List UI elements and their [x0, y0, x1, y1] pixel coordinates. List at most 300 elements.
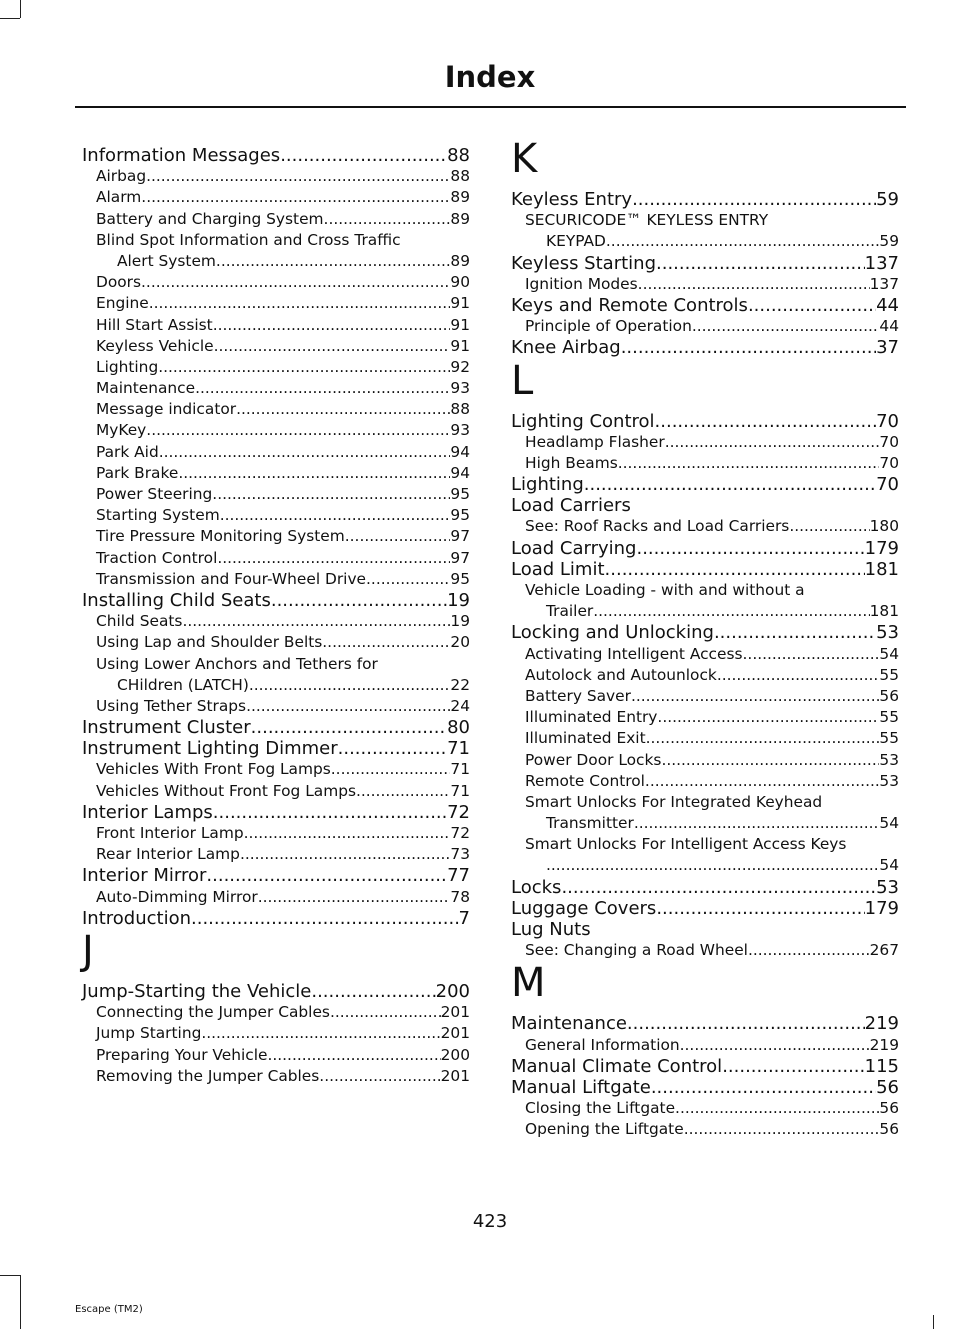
index-entry[interactable] — [511, 559, 899, 580]
crop-mark — [20, 1275, 21, 1329]
index-subentry[interactable] — [82, 187, 470, 208]
entry-page-number: 201 — [440, 1003, 470, 1022]
crop-mark — [0, 18, 20, 19]
entry-page-number: 54 — [879, 644, 899, 663]
index-subentry[interactable] — [82, 315, 470, 336]
entry-page-number: 73 — [450, 845, 470, 864]
dot-leader — [159, 442, 451, 463]
entry-label: Auto-Dimming Mirror — [96, 887, 258, 906]
entry-page-number: 59 — [879, 232, 899, 251]
entry-page-number: 70 — [876, 410, 899, 432]
index-entry[interactable] — [511, 877, 899, 898]
dot-leader — [158, 357, 450, 378]
section-letter: K — [511, 136, 538, 182]
dot-leader — [191, 908, 459, 929]
entry-page-number: 97 — [450, 527, 470, 546]
entry-label: Instrument Cluster — [82, 717, 251, 739]
entry-label: Using Lap and Shoulder Belts — [96, 633, 323, 652]
dot-leader — [195, 378, 450, 399]
dot-leader — [684, 1119, 880, 1140]
entry-page-number: 92 — [450, 357, 470, 376]
entry-label: Doors — [96, 273, 142, 292]
entry-label: Park Brake — [96, 463, 179, 482]
index-entry[interactable] — [511, 898, 899, 919]
entry-page-number: 181 — [864, 558, 899, 580]
index-subentry[interactable] — [82, 696, 470, 717]
entry-page-number: 88 — [450, 400, 470, 419]
entry-label: Lighting — [511, 474, 584, 496]
entry-page-number: 181 — [869, 602, 899, 621]
entry-page-number: 56 — [879, 1120, 899, 1139]
entry-label: Instrument Lighting Dimmer — [82, 738, 338, 760]
entry-page-number: 53 — [876, 876, 899, 898]
entry-page-number: 137 — [864, 252, 899, 274]
dot-leader — [651, 1077, 876, 1098]
entry-page-number: 72 — [447, 801, 470, 823]
index-subentry[interactable] — [511, 771, 899, 792]
index-subentry[interactable] — [82, 293, 470, 314]
entry-label: Jump-Starting the Vehicle — [82, 980, 312, 1002]
entry-label: See: Roof Racks and Load Carriers — [525, 517, 790, 536]
entry-page-number: 53 — [879, 771, 899, 790]
section-letter: L — [511, 357, 534, 404]
dot-leader — [206, 865, 447, 886]
index-entry[interactable] — [82, 717, 470, 738]
index-subentry[interactable] — [82, 484, 470, 505]
index-subentry[interactable] — [82, 378, 470, 399]
dot-leader — [311, 981, 435, 1002]
entry-label: Alert System — [117, 251, 216, 270]
entry-page-number: 71 — [450, 781, 470, 800]
entry-label: Introduction — [82, 907, 192, 929]
index-subentry[interactable] — [511, 1119, 899, 1140]
index-subentry[interactable] — [82, 1002, 470, 1023]
entry-label: KEYPAD — [546, 232, 606, 251]
dot-leader — [182, 611, 450, 632]
entry-page-number: 91 — [450, 315, 470, 334]
entry-page-number: 201 — [440, 1066, 470, 1085]
entry-label: See: Changing a Road Wheel — [525, 941, 748, 960]
title-rule — [75, 106, 906, 108]
dot-leader — [149, 293, 451, 314]
index-subentry: Smart Unlocks For Integrated Keyhead — [525, 792, 823, 811]
entry-label: Front Interior Lamp — [96, 824, 244, 842]
dot-leader — [146, 420, 450, 441]
dot-leader — [618, 453, 880, 474]
dot-leader — [366, 569, 450, 590]
index-subentry[interactable] — [82, 759, 470, 780]
entry-label: Trailer — [546, 602, 594, 621]
dot-leader — [249, 675, 451, 696]
entry-label: Vehicles With Front Fog Lamps — [96, 760, 331, 779]
dot-leader — [267, 1045, 440, 1066]
dot-leader — [605, 559, 865, 580]
index-subentry[interactable] — [82, 675, 470, 696]
dot-leader — [561, 877, 876, 898]
dot-leader — [246, 696, 450, 717]
dot-leader — [271, 590, 447, 611]
dot-leader — [214, 336, 451, 357]
entry-page-number: 200 — [435, 980, 470, 1002]
entry-page-number: 91 — [450, 336, 470, 355]
entry-label: Hill Start Assist — [96, 315, 213, 334]
index-subentry: Blind Spot Information and Cross Traffic — [96, 230, 401, 249]
index-subentry[interactable] — [82, 569, 470, 590]
entry-page-number: 56 — [879, 1099, 899, 1118]
dot-leader — [634, 813, 880, 834]
index-subentry[interactable] — [82, 887, 470, 908]
dot-leader — [201, 1023, 440, 1044]
index-subentry[interactable] — [82, 1045, 470, 1066]
dot-leader — [748, 940, 870, 961]
entry-page-number: 95 — [450, 506, 470, 525]
index-subentry[interactable] — [511, 813, 899, 834]
entry-label: Installing Child Seats — [82, 589, 271, 611]
dot-leader — [789, 516, 869, 537]
dot-leader — [330, 1002, 441, 1023]
entry-page-number: 137 — [869, 274, 899, 293]
entry-page-number: 115 — [864, 1055, 899, 1077]
entry-page-number: 53 — [876, 622, 899, 644]
entry-page-number: 200 — [440, 1045, 470, 1064]
index-subentry[interactable] — [511, 750, 899, 771]
dot-leader — [656, 253, 865, 274]
index-entry[interactable] — [511, 1056, 899, 1077]
entry-page-number: 180 — [869, 517, 899, 536]
dot-leader — [236, 399, 450, 420]
dot-leader — [356, 781, 450, 802]
entry-page-number: 7 — [458, 907, 470, 929]
entry-label: Transmission and Four-Wheel Drive — [96, 569, 367, 588]
entry-page-number: 219 — [869, 1035, 899, 1054]
entry-page-number: 54 — [879, 814, 899, 833]
entry-page-number: 88 — [450, 167, 470, 186]
entry-page-number: 89 — [450, 188, 470, 207]
dot-leader — [645, 771, 879, 792]
index-subentry[interactable] — [82, 357, 470, 378]
entry-page-number: 94 — [450, 463, 470, 482]
entry-label: Keys and Remote Controls — [511, 294, 748, 316]
index-subentry[interactable] — [82, 1023, 470, 1044]
entry-page-number: 89 — [450, 251, 470, 270]
dot-leader — [606, 231, 880, 252]
entry-label: Ignition Modes — [525, 274, 638, 293]
dot-leader — [743, 644, 880, 665]
entry-page-number: 93 — [450, 379, 470, 398]
entry-page-number: 19 — [447, 589, 470, 611]
entry-label: Power Steering — [96, 485, 213, 503]
entry-label: Luggage Covers — [511, 897, 657, 919]
dot-leader — [675, 1098, 879, 1119]
entry-label: Alarm — [96, 188, 142, 207]
entry-page-number: 22 — [450, 675, 470, 694]
entry-page-number: 53 — [879, 750, 899, 769]
entry-label: Airbag — [96, 167, 147, 186]
index-entry[interactable] — [511, 253, 899, 274]
entry-page-number: 44 — [876, 294, 899, 316]
index-entry[interactable] — [82, 802, 470, 823]
index-entry[interactable] — [511, 411, 899, 432]
index-entry[interactable] — [511, 1077, 899, 1098]
index-subentry[interactable] — [82, 844, 470, 865]
index-entry[interactable] — [511, 295, 899, 316]
index-entry[interactable] — [511, 337, 899, 358]
entry-page-number: 72 — [450, 824, 470, 842]
index-subentry[interactable] — [511, 231, 899, 252]
dot-leader — [661, 750, 879, 771]
entry-label: Interior Mirror — [82, 865, 207, 887]
entry-label: Keyless Starting — [511, 252, 656, 274]
entry-page-number: 70 — [879, 453, 899, 472]
dot-leader — [258, 887, 451, 908]
entry-label: Maintenance — [511, 1013, 627, 1035]
entry-label: Jump Starting — [96, 1024, 202, 1043]
index-entry[interactable] — [82, 145, 470, 166]
entry-label: Knee Airbag — [511, 337, 621, 359]
entry-page-number: 56 — [876, 1076, 899, 1098]
dot-leader — [748, 295, 876, 316]
entry-label: Keyless Entry — [511, 189, 633, 210]
index-entry[interactable] — [82, 865, 470, 886]
dot-leader — [220, 505, 451, 526]
index-subentry: Smart Unlocks For Intelligent Access Keys — [525, 835, 847, 854]
dot-leader — [244, 823, 451, 844]
index-subentry[interactable] — [82, 611, 470, 632]
dot-leader — [216, 251, 450, 272]
index-subentry[interactable] — [82, 166, 470, 187]
entry-label: Manual Climate Control — [511, 1055, 723, 1077]
entry-label: Autolock and Autounlock — [525, 665, 717, 684]
dot-leader — [584, 474, 876, 495]
index-subentry[interactable] — [82, 209, 470, 230]
crop-mark — [933, 1315, 934, 1329]
entry-label: Connecting the Jumper Cables — [96, 1003, 330, 1022]
entry-label: Removing the Jumper Cables — [96, 1066, 320, 1085]
dot-leader — [692, 316, 880, 337]
entry-page-number: 267 — [869, 941, 899, 960]
index-entry: Lug Nuts — [511, 919, 591, 940]
index-subentry: Vehicle Loading - with and without a — [525, 581, 805, 599]
dot-leader — [251, 717, 447, 738]
entry-page-number: 55 — [879, 665, 899, 684]
entry-label: Lighting — [96, 357, 159, 376]
dot-leader — [212, 484, 450, 505]
entry-label: Load Limit — [511, 558, 605, 580]
entry-label: Locks — [511, 876, 562, 898]
entry-label: Message indicator — [96, 400, 237, 419]
entry-label: Activating Intelligent Access — [525, 644, 743, 663]
index-subentry[interactable] — [82, 505, 470, 526]
entry-label: Principle of Operation — [525, 317, 692, 336]
entry-page-number: 91 — [450, 294, 470, 313]
index-entry[interactable] — [82, 908, 470, 929]
entry-label: Illuminated Exit — [525, 729, 646, 748]
entry-label: Closing the Liftgate — [525, 1099, 676, 1118]
entry-label: Child Seats — [96, 612, 183, 631]
index-subentry[interactable] — [511, 686, 899, 707]
index-entry[interactable] — [511, 474, 899, 495]
entry-label: Vehicles Without Front Fog Lamps — [96, 781, 356, 800]
dot-leader — [324, 209, 451, 230]
index-subentry[interactable] — [82, 442, 470, 463]
index-subentry[interactable] — [82, 336, 470, 357]
index-subentry: SECURICODE™ KEYLESS ENTRY — [525, 211, 769, 230]
dot-leader — [178, 463, 450, 484]
index-entry[interactable] — [511, 1013, 899, 1034]
entry-page-number: 95 — [450, 569, 470, 588]
index-subentry[interactable] — [82, 420, 470, 441]
entry-page-number: 37 — [876, 337, 899, 359]
entry-page-number: 54 — [879, 856, 899, 875]
index-subentry[interactable] — [82, 823, 470, 844]
crop-mark — [0, 1275, 20, 1276]
index-subentry[interactable] — [511, 274, 899, 295]
entry-label: Battery and Charging System — [96, 209, 324, 228]
dot-leader — [680, 1035, 870, 1056]
dot-leader — [338, 738, 447, 759]
dot-leader — [217, 548, 450, 569]
entry-label: Transmitter — [546, 814, 634, 833]
index-subentry[interactable] — [82, 399, 470, 420]
index-subentry[interactable] — [511, 432, 899, 453]
entry-page-number: 89 — [450, 209, 470, 228]
index-entry[interactable] — [511, 538, 899, 559]
entry-page-number: 24 — [450, 696, 470, 715]
index-entry[interactable] — [511, 622, 899, 643]
entry-page-number: 97 — [450, 548, 470, 567]
entry-page-number: 78 — [450, 887, 470, 906]
entry-label: Keyless Vehicle — [96, 336, 214, 355]
entry-label: Opening the Liftgate — [525, 1120, 684, 1139]
dot-leader — [331, 759, 451, 780]
index-subentry[interactable] — [82, 1066, 470, 1087]
entry-page-number: 70 — [879, 432, 899, 451]
entry-label: MyKey — [96, 421, 147, 440]
dot-leader — [213, 315, 451, 336]
section-letter: M — [511, 960, 546, 1007]
index-subentry[interactable] — [82, 463, 470, 484]
index-subentry[interactable] — [511, 644, 899, 665]
index-subentry[interactable] — [511, 665, 899, 686]
entry-page-number: 201 — [440, 1024, 470, 1043]
dot-leader — [722, 1056, 864, 1077]
index-subentry[interactable] — [511, 453, 899, 474]
index-subentry[interactable] — [82, 526, 470, 547]
dot-leader — [141, 187, 450, 208]
index-subentry[interactable] — [82, 632, 470, 653]
index-subentry[interactable] — [82, 251, 470, 272]
entry-label: Park Aid — [96, 442, 159, 461]
entry-label: General Information — [525, 1035, 680, 1054]
dot-leader — [632, 189, 876, 210]
entry-label: Rear Interior Lamp — [96, 845, 240, 864]
dot-leader — [665, 432, 880, 453]
index-entry[interactable] — [82, 981, 470, 1002]
index-column-right — [511, 137, 899, 1141]
index-subentry[interactable] — [511, 728, 899, 749]
entry-label: Interior Lamps — [82, 801, 213, 823]
index-subentry[interactable] — [82, 781, 470, 802]
index-subentry[interactable] — [82, 272, 470, 293]
dot-leader — [631, 686, 879, 707]
dot-leader — [656, 898, 864, 919]
dot-leader — [345, 526, 451, 547]
entry-label: Manual Liftgate — [511, 1076, 651, 1098]
index-subentry: Using Lower Anchors and Tethers for — [96, 654, 378, 673]
index-entry[interactable] — [511, 189, 899, 210]
dot-leader — [546, 855, 879, 876]
dot-leader — [280, 145, 447, 166]
index-subentry[interactable] — [511, 1098, 899, 1119]
entry-label: Headlamp Flasher — [525, 432, 665, 451]
dot-leader — [638, 274, 870, 295]
entry-page-number: 88 — [447, 145, 470, 166]
entry-page-number: 93 — [450, 421, 470, 440]
entry-page-number: 71 — [447, 738, 470, 760]
entry-label: Locking and Unlocking — [511, 622, 714, 644]
index-subentry[interactable] — [511, 601, 899, 622]
dot-leader — [593, 601, 869, 622]
entry-page-number: 55 — [879, 729, 899, 748]
index-entry[interactable] — [82, 590, 470, 611]
index-subentry[interactable] — [511, 707, 899, 728]
entry-label: Power Door Locks — [525, 750, 662, 769]
entry-page-number: 71 — [450, 760, 470, 779]
index-subentry[interactable] — [511, 316, 899, 337]
index-column-left — [82, 145, 470, 1087]
entry-label: High Beams — [525, 453, 618, 472]
entry-label: Battery Saver — [525, 686, 631, 705]
entry-label: Preparing Your Vehicle — [96, 1045, 268, 1064]
entry-page-number: 94 — [450, 442, 470, 461]
entry-page-number: 55 — [879, 708, 899, 727]
dot-leader — [646, 728, 880, 749]
entry-page-number: 179 — [864, 537, 899, 559]
dot-leader — [717, 665, 880, 686]
dot-leader — [141, 272, 450, 293]
index-subentry[interactable] — [511, 855, 899, 876]
entry-page-number: 219 — [864, 1013, 899, 1035]
entry-label: Load Carrying — [511, 537, 637, 559]
entry-page-number: 77 — [447, 865, 470, 887]
page-number: 423 — [472, 1211, 508, 1232]
entry-label: Information Messages — [82, 145, 281, 166]
entry-page-number: 179 — [864, 897, 899, 919]
entry-page-number: 59 — [876, 189, 899, 210]
entry-page-number: 70 — [876, 474, 899, 496]
index-subentry[interactable] — [511, 1035, 899, 1056]
entry-label: Maintenance — [96, 379, 196, 398]
page-title: Index — [444, 60, 536, 94]
dot-leader — [621, 337, 876, 358]
entry-page-number: 19 — [450, 612, 470, 631]
entry-label: Using Tether Straps — [96, 696, 247, 715]
dot-leader — [322, 632, 450, 653]
entry-page-number: 20 — [450, 633, 470, 652]
entry-page-number: 90 — [450, 273, 470, 292]
entry-page-number: 80 — [447, 717, 470, 739]
index-subentry[interactable] — [511, 516, 899, 537]
index-entry[interactable] — [82, 738, 470, 759]
section-letter: J — [82, 927, 94, 974]
index-entry: Load Carriers — [511, 495, 631, 517]
dot-leader — [657, 707, 879, 728]
dot-leader — [213, 802, 447, 823]
entry-label: Tire Pressure Monitoring System — [96, 527, 345, 546]
index-subentry[interactable] — [511, 940, 899, 961]
entry-label: Illuminated Entry — [525, 708, 658, 727]
index-subentry[interactable] — [82, 548, 470, 569]
